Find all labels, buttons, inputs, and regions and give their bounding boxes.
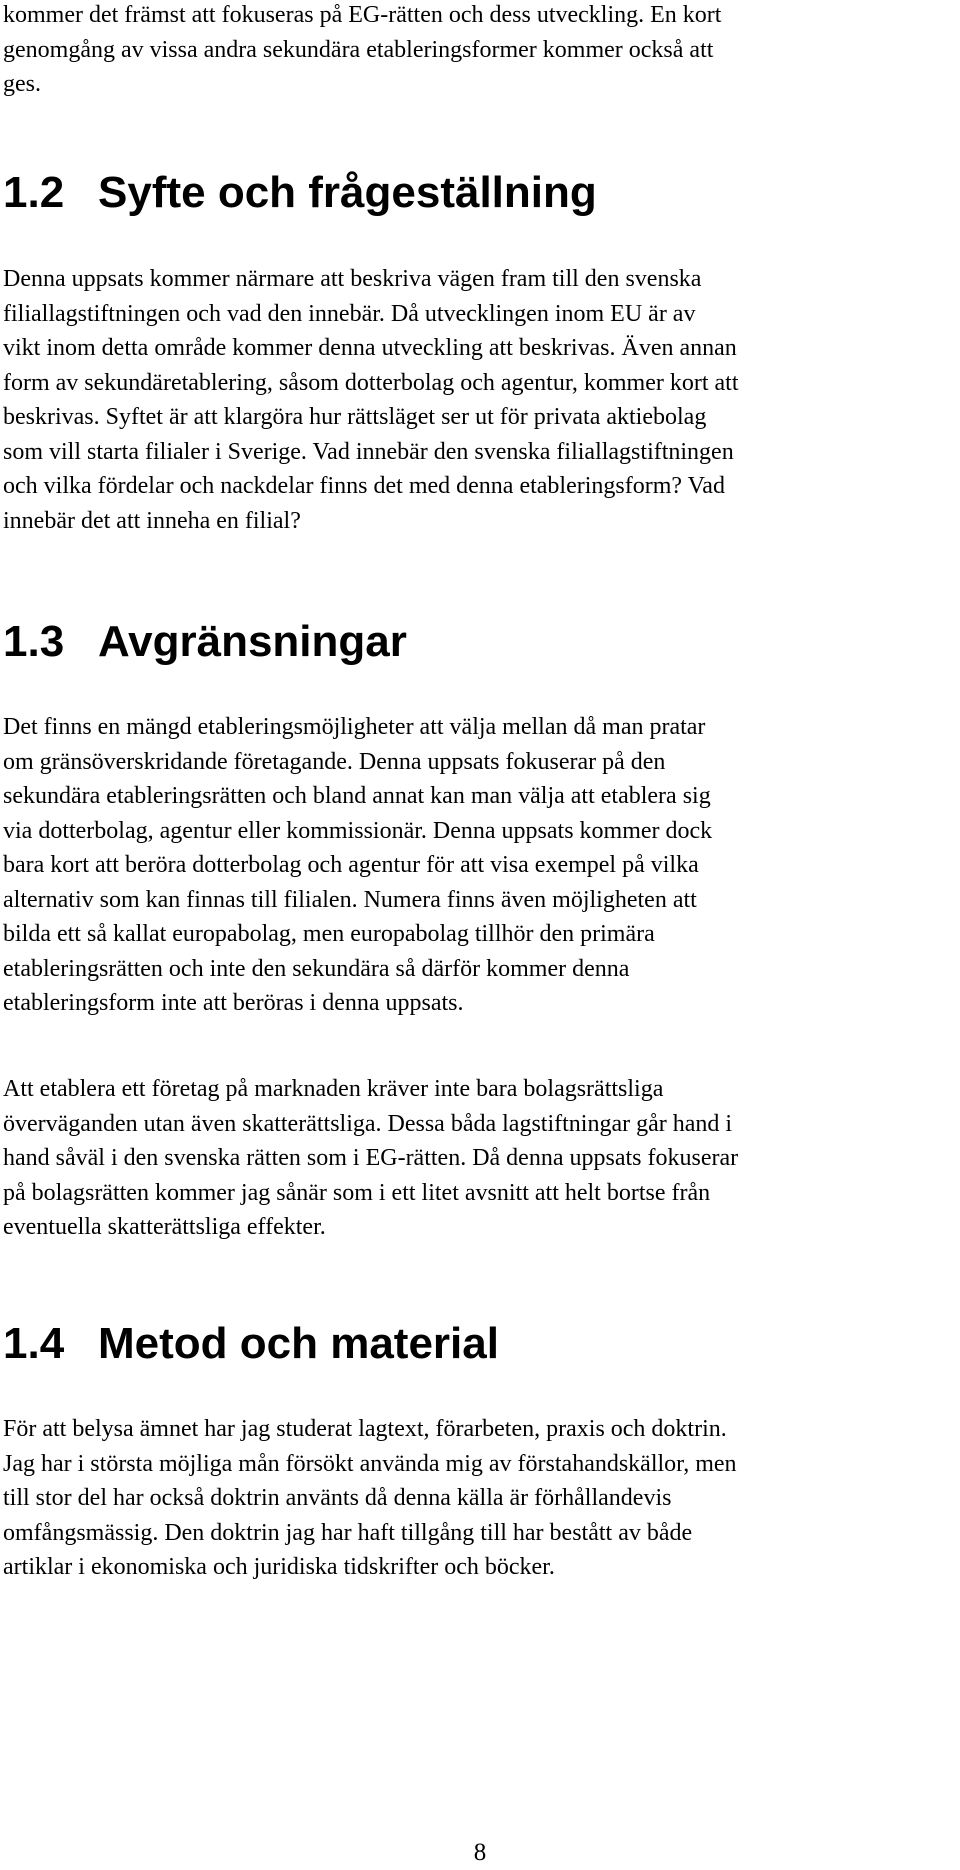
page-number: 8 [473,1839,487,1866]
section-1-4-body [3,1412,943,1585]
section-number: 1.2 [3,168,65,217]
intro-continued [3,0,943,102]
section-heading-1-4 [3,1318,499,1370]
section-heading-1-2 [3,167,597,219]
body-paragraph: Det finns en mängd etableringsmöjligheter att välja mellan då man pratar om gränsöverskridande företagande. Denna uppsats fokuserar på den sekundära etableringsrätten och bland annat kan man välja att etablera sig via dotterbolag, agentur eller kommissionär. Denna uppsats kommer dock bara kort att beröra dotterbolag och agentur för att visa exempel på vilka alternativ som kan finnas till filialen. Numera finns även möjligheten att bilda ett så kallat europabolag, men europabolag tillhör den primära etableringsrätten och inte den sekundära så därför kommer denna etableringsform inte att beröras i denna uppsats. [3,714,713,1016]
body-paragraph: Att etablera ett företag på marknaden kräver inte bara bolagsrättsliga överväganden utan även skatterättsliga. Dessa båda lagstiftningar går hand i hand såväl i den svenska rätten som i EG-rätten. Då denna uppsats fokuserar på bolagsrätten kommer jag sånär som i ett litet avsnitt att helt bortse från eventuella skatterättsliga effekter. [3,1076,739,1240]
section-heading-1-3 [3,616,407,668]
section-title: Syfte och frågeställning [98,168,597,217]
section-title: Avgränsningar [98,617,407,666]
body-paragraph: För att belysa ämnet har jag studerat lagtext, förarbeten, praxis och doktrin. Jag har i största möjliga mån försökt använda mig av förstahandskällor, men till stor del har också doktrin använts då denna källa är förhållandevis omfångsmässig. Den doktrin jag har haft tillgång till har bestått av både artiklar i ekonomiska och juridiska tidskrifter och böcker. [3,1416,737,1580]
section-1-2-body [3,262,943,538]
body-paragraph: kommer det främst att fokuseras på EG-rätten och dess utveckling. En kort genomgång av vissa andra sekundära etableringsformer kommer också att ges. [3,2,722,97]
section-number: 1.4 [3,1319,65,1368]
section-number: 1.3 [3,617,65,666]
section-1-3-body-2 [3,1072,943,1245]
body-paragraph: Denna uppsats kommer närmare att beskriva vägen fram till den svenska filiallagstiftningen och vad den innebär. Då utvecklingen inom EU är av vikt inom detta område kommer denna utveckling att beskrivas. Även annan form av sekundäretablering, såsom dotterbolag och agentur, kommer kort att beskrivas. Syftet är att klargöra hur rättsläget ser ut för privata aktiebolag som vill starta filialer i Sverige. Vad innebär den svenska filiallagstiftningen och vilka fördelar och nackdelar finns det med denna etableringsform? Vad innebär det att inneha en filial? [3,266,739,534]
section-title: Metod och material [98,1319,499,1368]
section-1-3-body [3,710,943,1021]
